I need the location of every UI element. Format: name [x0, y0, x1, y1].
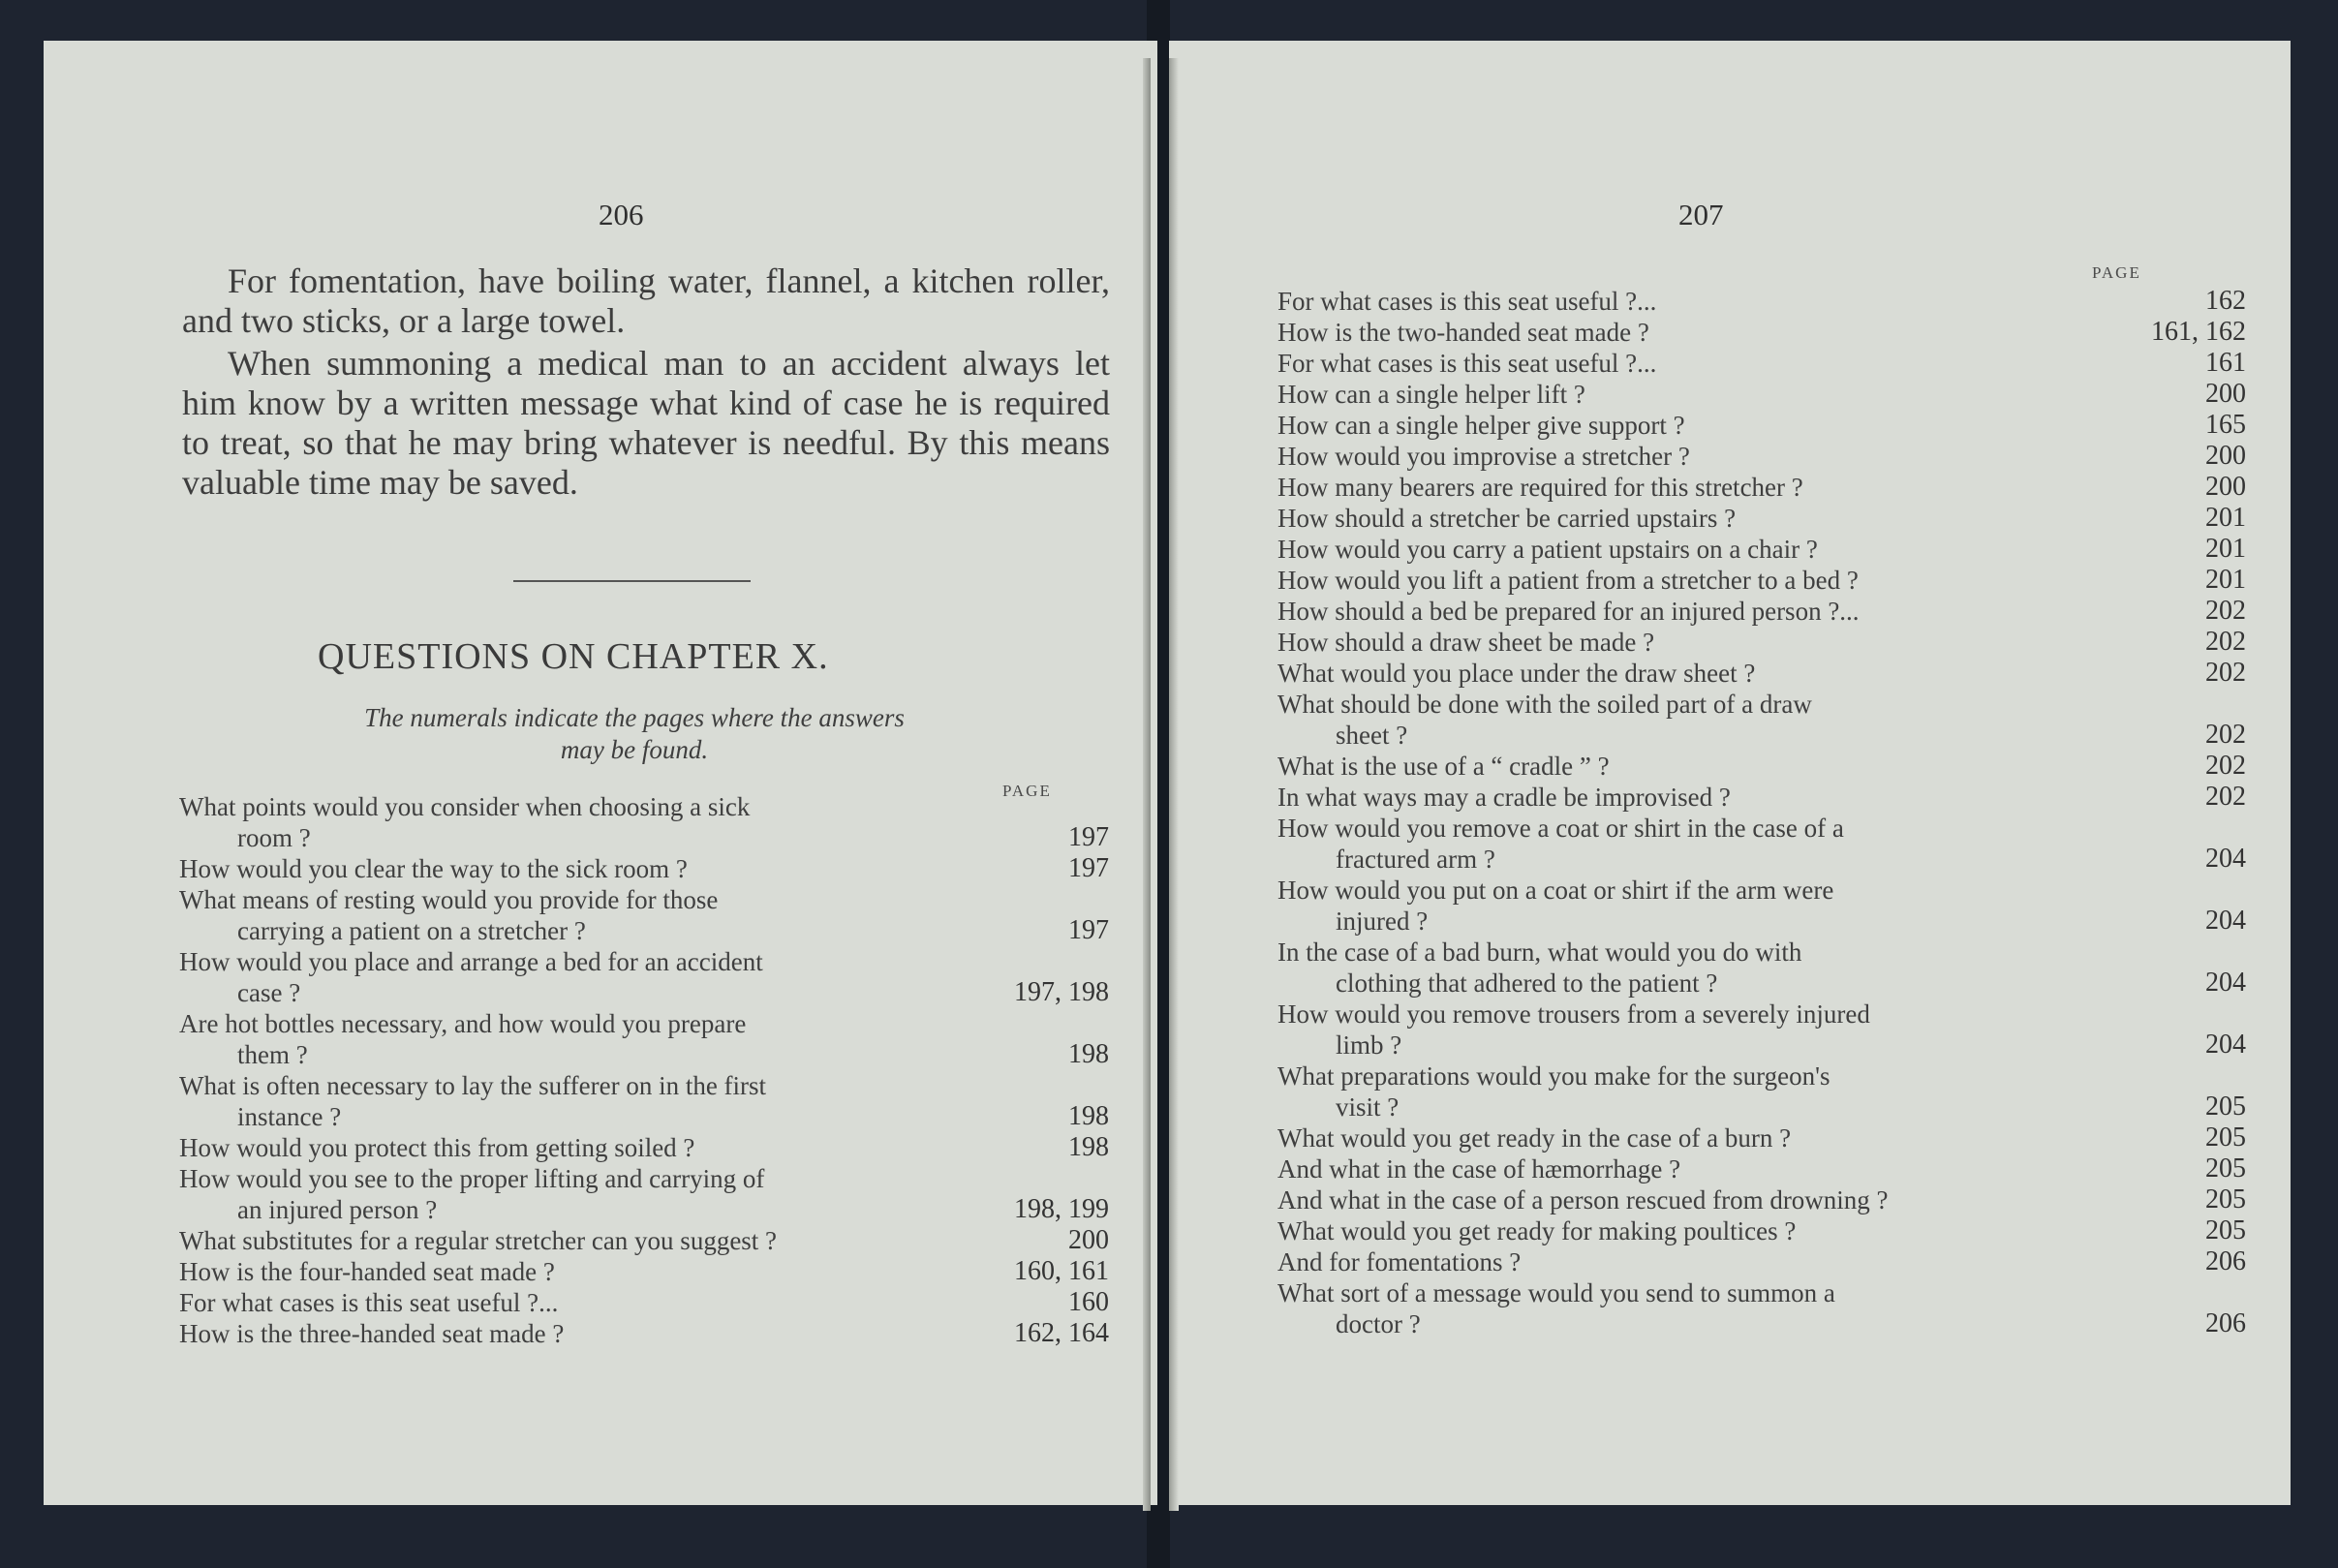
question-text: What means of resting would you provide for those	[179, 885, 719, 914]
question-text: What sort of a message would you send to summon a	[1277, 1278, 1835, 1307]
page-reference: 200	[1068, 1225, 1109, 1255]
question-entry	[1277, 348, 2246, 379]
question-text: In what ways may a cradle be improvised ?	[1277, 783, 1731, 812]
question-list	[1277, 286, 2246, 1339]
question-text: What would you get ready for making poultices ?	[1277, 1216, 1797, 1245]
question-text: For what cases is this seat useful ?...	[179, 1288, 559, 1317]
page-reference: 197	[1068, 853, 1109, 883]
question-entry	[1277, 751, 2246, 782]
page-reference: 165	[2205, 410, 2246, 440]
question-continuation: room ?	[237, 823, 311, 852]
question-text-block	[1277, 1153, 2246, 1184]
page-reference: 204	[2205, 844, 2246, 874]
question-text: How would you clear the way to the sick room ?	[179, 854, 688, 883]
question-entry	[1277, 1184, 2246, 1215]
question-text: What should be done with the soiled part of a draw	[1277, 690, 1812, 719]
question-text-block	[1277, 1122, 2246, 1153]
question-text-block	[1277, 782, 2246, 813]
page-reference: 198, 199	[1014, 1194, 1109, 1224]
question-text: How would you improvise a stretcher ?	[1277, 442, 1690, 471]
page-reference: 198	[1068, 1132, 1109, 1162]
question-text: How can a single helper give support ?	[1277, 411, 1685, 440]
question-entry	[179, 1287, 1109, 1318]
question-text-block	[179, 1225, 1109, 1256]
left-page	[44, 41, 1157, 1505]
question-text: How would you place and arrange a bed for an accident	[179, 947, 763, 976]
question-text: In the case of a bad burn, what would you do with	[1277, 938, 1802, 967]
question-text: What is often necessary to lay the sufferer on in the first	[179, 1071, 767, 1100]
question-text: And what in the case of a person rescued from drowning ?	[1277, 1185, 1889, 1214]
page-reference: 161	[2205, 348, 2246, 378]
question-text-block	[1277, 1184, 2246, 1215]
question-entry	[179, 1070, 1109, 1132]
question-text-block	[1277, 503, 2246, 534]
page-reference: 197	[1068, 822, 1109, 852]
page-reference: 162, 164	[1014, 1318, 1109, 1348]
page-reference: 206	[2205, 1308, 2246, 1338]
page-reference: 160	[1068, 1287, 1109, 1317]
question-text-block	[1277, 317, 2246, 348]
paragraph: When summoning a medical man to an accident always let him know by a written message what kind of case he is required to treat, so that he may bring whatever is needful. By this means valuable time may be saved.	[182, 344, 1110, 502]
question-continuation: injured ?	[1336, 907, 1429, 936]
page-reference: 200	[2205, 472, 2246, 502]
page-reference: 201	[2205, 503, 2246, 533]
page-column-label: PAGE	[1002, 782, 1052, 800]
question-entry	[1277, 1246, 2246, 1277]
question-text-block	[1277, 565, 2246, 596]
question-entry	[1277, 813, 2246, 875]
question-text-block	[1277, 999, 2246, 1061]
question-continuation: doctor ?	[1336, 1309, 1421, 1338]
question-text: How should a stretcher be carried upstairs ?	[1277, 504, 1737, 533]
question-text-block	[179, 1318, 1109, 1349]
question-entry	[179, 946, 1109, 1008]
page-reference: 204	[2205, 906, 2246, 936]
page-number: 206	[599, 198, 644, 231]
right-page	[1169, 41, 2291, 1505]
page-reference: 202	[2205, 782, 2246, 812]
intro-note	[237, 702, 1031, 766]
question-text: How would you see to the proper lifting and carrying of	[179, 1164, 765, 1193]
page-reference: 160, 161	[1014, 1256, 1109, 1286]
page-reference: 200	[2205, 379, 2246, 409]
question-entry	[1277, 627, 2246, 658]
question-text-block	[1277, 286, 2246, 317]
question-continuation: fractured arm ?	[1336, 845, 1495, 874]
question-text: How would you protect this from getting soiled ?	[179, 1133, 695, 1162]
question-entry	[1277, 875, 2246, 937]
intro-line: The numerals indicate the pages where the answers	[364, 703, 905, 732]
question-entry	[179, 1163, 1109, 1225]
question-text-block	[1277, 472, 2246, 503]
page-reference: 206	[2205, 1246, 2246, 1276]
question-text: What substitutes for a regular stretcher can you suggest ?	[179, 1226, 778, 1255]
question-text-block	[1277, 1215, 2246, 1246]
question-text-block	[1277, 875, 2246, 937]
question-text-block	[1277, 441, 2246, 472]
question-entry	[179, 1256, 1109, 1287]
question-entry	[1277, 596, 2246, 627]
question-text: How is the two-handed seat made ?	[1277, 318, 1649, 347]
page-reference: 197	[1068, 915, 1109, 945]
question-text-block	[179, 1008, 1109, 1070]
question-text-block	[179, 946, 1109, 1008]
question-entry	[1277, 782, 2246, 813]
page-reference: 204	[2205, 968, 2246, 998]
question-entry	[179, 884, 1109, 946]
question-text-block	[1277, 596, 2246, 627]
question-text-block	[179, 1287, 1109, 1318]
question-text-block	[1277, 410, 2246, 441]
question-text: How would you lift a patient from a stretcher to a bed ?	[1277, 566, 1859, 595]
question-text-block	[179, 791, 1109, 853]
page-reference: 202	[2205, 751, 2246, 781]
page-column-label: PAGE	[2092, 263, 2141, 282]
gutter-shadow	[1143, 58, 1151, 1511]
question-text-block	[1277, 1246, 2246, 1277]
page-reference: 198	[1068, 1039, 1109, 1069]
question-text: How would you carry a patient upstairs on a chair ?	[1277, 535, 1818, 564]
question-text: How should a bed be prepared for an injured person ?...	[1277, 597, 1860, 626]
question-text: And what in the case of hæmorrhage ?	[1277, 1154, 1681, 1184]
question-continuation: an injured person ?	[237, 1195, 438, 1224]
page-reference: 162	[2205, 286, 2246, 316]
page-reference: 205	[2205, 1184, 2246, 1214]
question-text-block	[1277, 937, 2246, 999]
question-entry	[179, 1132, 1109, 1163]
gutter-shadow	[1169, 58, 1179, 1511]
page-reference: 161, 162	[2151, 317, 2246, 347]
question-text: How should a draw sheet be made ?	[1277, 628, 1655, 657]
question-continuation: instance ?	[237, 1102, 342, 1131]
question-continuation: visit ?	[1336, 1092, 1400, 1122]
question-entry	[1277, 937, 2246, 999]
question-text-block	[179, 1256, 1109, 1287]
question-text-block	[179, 853, 1109, 884]
section-heading: QUESTIONS ON CHAPTER X.	[318, 636, 829, 677]
question-text-block	[1277, 689, 2246, 751]
question-text: How would you remove a coat or shirt in the case of a	[1277, 814, 1844, 843]
question-text: How is the three-handed seat made ?	[179, 1319, 565, 1348]
question-entry	[1277, 1153, 2246, 1184]
question-text-block	[179, 1070, 1109, 1132]
question-continuation: them ?	[237, 1040, 308, 1069]
page-reference: 205	[2205, 1153, 2246, 1184]
question-entry	[179, 1318, 1109, 1349]
question-text-block	[1277, 379, 2246, 410]
question-entry	[1277, 503, 2246, 534]
question-text: How is the four-handed seat made ?	[179, 1257, 555, 1286]
question-text-block	[1277, 813, 2246, 875]
intro-line: may be found.	[560, 735, 709, 764]
question-continuation: sheet ?	[1336, 721, 1408, 750]
question-text-block	[1277, 348, 2246, 379]
question-text-block	[1277, 1061, 2246, 1122]
question-entry	[1277, 1061, 2246, 1122]
page-reference: 205	[2205, 1091, 2246, 1122]
page-reference: 197, 198	[1014, 977, 1109, 1007]
question-entry	[1277, 1215, 2246, 1246]
question-text: What points would you consider when choosing a sick	[179, 792, 751, 821]
question-continuation: carrying a patient on a stretcher ?	[237, 916, 586, 945]
question-entry	[1277, 1122, 2246, 1153]
question-text-block	[1277, 1277, 2246, 1339]
question-text: How many bearers are required for this stretcher ?	[1277, 473, 1803, 502]
question-entry	[1277, 689, 2246, 751]
page-number: 207	[1678, 198, 1724, 231]
question-text: What would you get ready in the case of a burn ?	[1277, 1123, 1792, 1153]
question-list	[179, 791, 1109, 1349]
page-reference: 202	[2205, 658, 2246, 688]
question-entry	[1277, 999, 2246, 1061]
page-reference: 201	[2205, 565, 2246, 595]
question-text-block	[1277, 658, 2246, 689]
question-entry	[179, 791, 1109, 853]
page-reference: 202	[2205, 720, 2246, 750]
question-entry	[179, 853, 1109, 884]
question-entry	[1277, 472, 2246, 503]
question-text: How would you remove trousers from a severely injured	[1277, 999, 1870, 1029]
question-text: How can a single helper lift ?	[1277, 380, 1585, 409]
question-text-block	[179, 884, 1109, 946]
page-reference: 200	[2205, 441, 2246, 471]
question-text-block	[179, 1163, 1109, 1225]
question-text-block	[1277, 627, 2246, 658]
page-reference: 201	[2205, 534, 2246, 564]
question-continuation: limb ?	[1336, 1030, 1402, 1060]
question-text: And for fomentations ?	[1277, 1247, 1522, 1276]
page-reference: 202	[2205, 627, 2246, 657]
question-text: What would you place under the draw sheet ?	[1277, 659, 1756, 688]
page-reference: 205	[2205, 1122, 2246, 1153]
question-text: What is the use of a “ cradle ” ?	[1277, 752, 1610, 781]
question-entry	[1277, 317, 2246, 348]
question-text: What preparations would you make for the surgeon's	[1277, 1061, 1830, 1091]
question-text: Are hot bottles necessary, and how would you prepare	[179, 1009, 747, 1038]
question-entry	[1277, 565, 2246, 596]
section-divider	[513, 580, 751, 582]
question-text-block	[1277, 534, 2246, 565]
page-reference: 198	[1068, 1101, 1109, 1131]
page-reference: 202	[2205, 596, 2246, 626]
question-entry	[1277, 534, 2246, 565]
question-entry	[179, 1225, 1109, 1256]
question-entry	[1277, 410, 2246, 441]
question-entry	[1277, 658, 2246, 689]
question-text-block	[179, 1132, 1109, 1163]
question-text: How would you put on a coat or shirt if the arm were	[1277, 876, 1834, 905]
question-text: For what cases is this seat useful ?...	[1277, 287, 1657, 316]
paragraph: For fomentation, have boiling water, flannel, a kitchen roller, and two sticks, or a large towel.	[182, 261, 1110, 340]
question-entry	[1277, 379, 2246, 410]
page-reference: 205	[2205, 1215, 2246, 1245]
question-text: For what cases is this seat useful ?...	[1277, 349, 1657, 378]
question-entry	[1277, 1277, 2246, 1339]
question-continuation: case ?	[237, 978, 301, 1007]
question-entry	[1277, 286, 2246, 317]
page-reference: 204	[2205, 1030, 2246, 1060]
question-entry	[179, 1008, 1109, 1070]
question-entry	[1277, 441, 2246, 472]
question-continuation: clothing that adhered to the patient ?	[1336, 968, 1718, 998]
question-text-block	[1277, 751, 2246, 782]
